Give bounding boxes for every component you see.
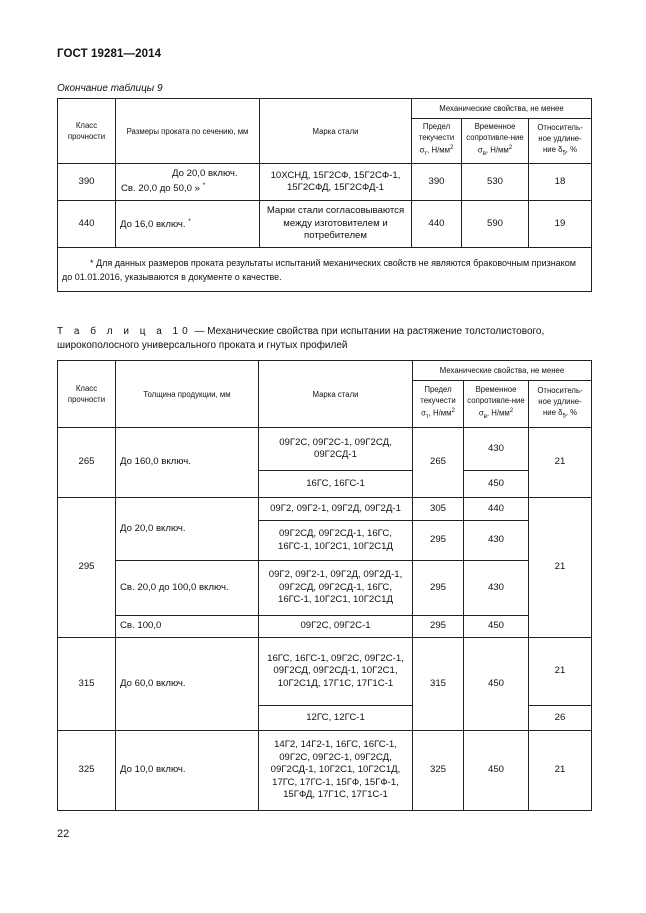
table-row: [58, 498, 592, 521]
cell-vrem: 430: [464, 521, 529, 561]
cell-vrem: 590: [462, 201, 529, 248]
cell-thickness: До 160,0 включ.: [116, 428, 259, 498]
cell-marka: 09Г2, 09Г2-1, 09Г2Д, 09Г2Д-1: [259, 498, 413, 521]
cell-otn: 21: [529, 638, 592, 706]
size-line-1: До 20,0 включ.: [172, 168, 238, 179]
header-marka: Марка стали: [260, 99, 412, 164]
cell-thickness: Св. 100,0: [116, 616, 259, 638]
cell-vrem: 450: [464, 638, 529, 731]
cell-thickness: До 10,0 включ.: [116, 731, 259, 811]
table-row: [58, 561, 592, 616]
document-header: ГОСТ 19281—2014: [57, 48, 162, 60]
footnote-mark: *: [202, 182, 206, 190]
cell-size: [116, 201, 260, 248]
cell-vrem: 450: [464, 731, 529, 811]
header-marka: Марка стали: [259, 361, 413, 428]
table9-caption: Окончание таблицы 9: [57, 83, 163, 94]
header-vrem: Временное сопротивле-ние $\sigma_в$, $Н/мм^2$: [464, 381, 529, 428]
cell-otn: 21: [529, 731, 592, 811]
page-number: 22: [57, 828, 70, 840]
cell-vrem: 440: [464, 498, 529, 521]
cell-vrem: 430: [464, 561, 529, 616]
cell-predel: 325: [413, 731, 464, 811]
cell-marka: 09Г2С, 09Г2С-1: [259, 616, 413, 638]
cell-marka: 10ХСНД, 15Г2СФ, 15Г2СФ-1, 15Г2СФД, 15Г2СФД-1: [260, 164, 412, 201]
cell-predel: 295: [413, 561, 464, 616]
cell-predel: 390: [412, 164, 462, 201]
header-otn: Относитель-ное удлине-ние $\delta_5$, %: [529, 119, 592, 164]
header-vrem: Временное сопротивле-ние $\sigma_в$, $Н/мм^2$: [462, 119, 529, 164]
footnote-mark: *: [188, 218, 191, 226]
cell-predel: 295: [413, 521, 464, 561]
cell-klass: 440: [58, 201, 116, 248]
cell-predel: 305: [413, 498, 464, 521]
cell-marka: 14Г2, 14Г2-1, 16ГС, 16ГС-1, 09Г2С, 09Г2С-1, 09Г2СД, 09Г2СД-1, 10Г2С1, 10Г2С1Д, 17ГС, 17ГС-1, 15ГФ, 15ГФ-1, 15ГФД, 17Г1С, 17Г1С-1: [259, 731, 413, 811]
table-row: [58, 201, 592, 248]
cell-size: [116, 164, 260, 201]
cell-klass: 325: [58, 731, 116, 811]
table-row: [58, 638, 592, 706]
table-9: [57, 98, 592, 292]
cell-marka: 16ГС, 16ГС-1, 09Г2С, 09Г2С-1, 09Г2СД, 09Г2СД-1, 10Г2С1, 10Г2С1Д, 17Г1С, 17Г1С-1: [259, 638, 413, 706]
cell-otn: 21: [529, 498, 592, 638]
cell-marka: 12ГС, 12ГС-1: [259, 706, 413, 731]
cell-thickness: До 20,0 включ.: [116, 498, 259, 561]
cell-klass: 295: [58, 498, 116, 638]
table-row: [58, 731, 592, 811]
header-predel: Предел текучести $\sigma_т$, $Н/мм^2$: [412, 119, 462, 164]
cell-vrem: 450: [464, 471, 529, 498]
cell-vrem: 450: [464, 616, 529, 638]
cell-vrem: 430: [464, 428, 529, 471]
table-row: [58, 164, 592, 201]
header-klass: Класс прочности: [58, 361, 116, 428]
cell-otn: 19: [529, 201, 592, 248]
table9-footnote: * Для данных размеров проката результаты испытаний механических свойств не являются браковочным признаком до 01.01.2016, указываются в документе о качестве.: [58, 248, 592, 292]
size-line-1: До 16,0 включ.: [120, 219, 186, 231]
cell-otn: 21: [529, 428, 592, 498]
size-line-2: Св. 20,0 до 50,0 »: [121, 183, 200, 195]
cell-marka: 09Г2СД, 09Г2СД-1, 16ГС, 16ГС-1, 10Г2С1, 10Г2С1Д: [259, 521, 413, 561]
header-klass: Класс прочности: [58, 99, 116, 164]
cell-thickness: До 60,0 включ.: [116, 638, 259, 731]
header-predel: Предел текучести $\sigma_т$, $Н/мм^2$: [413, 381, 464, 428]
cell-klass: 390: [58, 164, 116, 201]
cell-marka: 09Г2С, 09Г2С-1, 09Г2СД, 09Г2СД-1: [259, 428, 413, 471]
cell-predel: 265: [413, 428, 464, 498]
cell-predel: 295: [413, 616, 464, 638]
header-sizes: Размеры проката по сечению, мм: [116, 99, 260, 164]
table-row: [58, 428, 592, 471]
header-mech: Механические свойства, не менее: [413, 361, 592, 381]
table-row: [58, 616, 592, 638]
cell-klass: 315: [58, 638, 116, 731]
header-thickness: Толщина продукции, мм: [116, 361, 259, 428]
cell-klass: 265: [58, 428, 116, 498]
cell-marka: 09Г2, 09Г2-1, 09Г2Д, 09Г2Д-1, 09Г2СД, 09Г2СД-1, 16ГС, 16ГС-1, 10Г2С1, 10Г2С1Д: [259, 561, 413, 616]
table-10: [57, 360, 592, 811]
table10-caption: Т а б л и ц а 10 — Механические свойства при испытании на растяжение толстолистового, широкополосного универсального проката и гнутых профилей: [57, 326, 545, 351]
header-otn: Относитель-ное удлине-ние $\delta_5$, %: [529, 381, 592, 428]
cell-otn: 18: [529, 164, 592, 201]
cell-otn: 26: [529, 706, 592, 731]
header-mech: Механические свойства, не менее: [412, 99, 592, 119]
cell-vrem: 530: [462, 164, 529, 201]
cell-marka: Марки стали согласовываются между изготовителем и потребителем: [260, 201, 412, 248]
cell-predel: 440: [412, 201, 462, 248]
cell-predel: 315: [413, 638, 464, 731]
cell-marka: 16ГС, 16ГС-1: [259, 471, 413, 498]
cell-thickness: Св. 20,0 до 100,0 включ.: [116, 561, 259, 616]
